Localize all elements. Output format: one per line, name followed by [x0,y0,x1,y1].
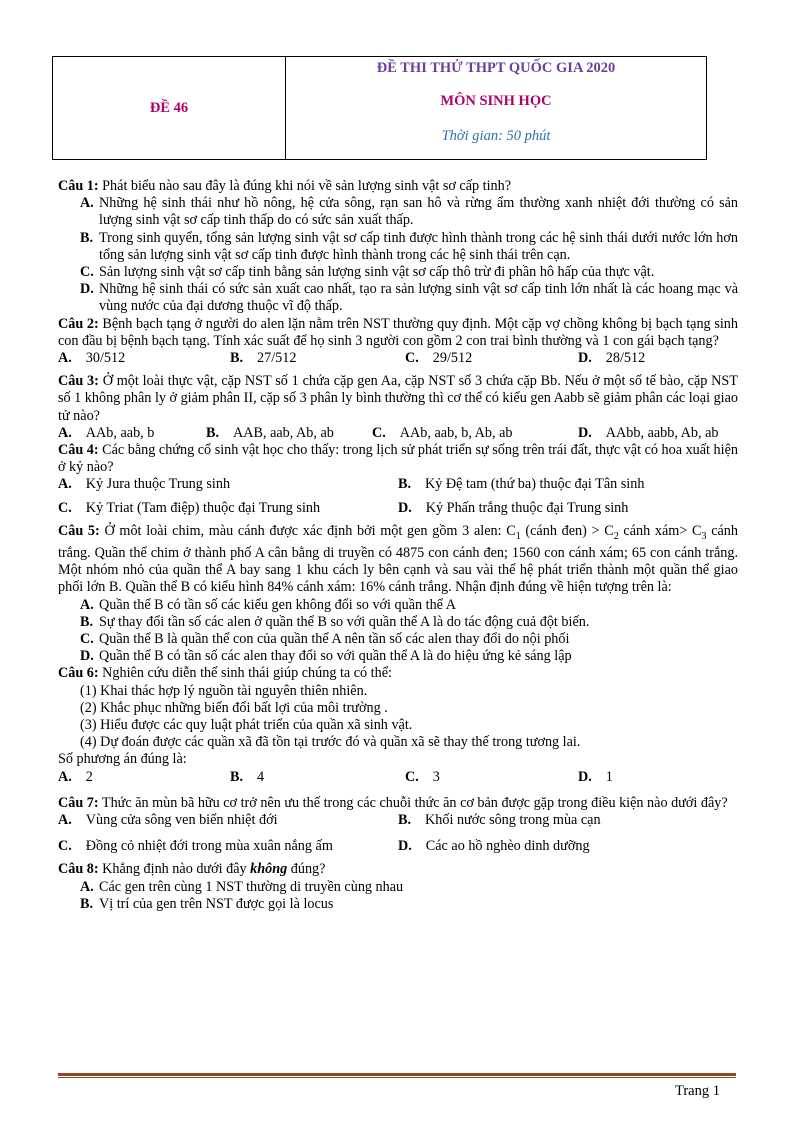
q2-options [58,350,738,367]
question-5: Câu 5: Ở môt loài chim, màu cánh được xác định bởi một gen gồm 3 alen: $C_1$ (cánh đen) > $C_2$ cánh xám> $C_3$ cánh trắng. Quần thể chim ở thành phố A cân bằng di truyền có 4875 con cánh đen; 1560 con cánh xám; 65 con cánh trắng. Một nhóm nhỏ của quần thể A bay sang 1 khu cách ly bên cạnh và sau vài thế hệ phát triển thành một quần thể giao phối lớn B. Quần thể B có kiểu hình 84% cánh xám: 16% cánh trắng. Nhận định đúng về hiện tượng trên là: [58,522,738,596]
q7-option-d: D. Các ao hồ nghèo dinh dưỡng [398,838,590,855]
q7-option-a: A. Vùng cửa sông ven biển nhiệt đới [58,811,278,828]
exam-content [58,178,738,913]
q6-option-b: B. 4 [230,768,265,785]
q2-option-a: A. 30/512 [58,350,126,367]
q7-options-row-1 [58,812,738,829]
q6-options [58,769,738,786]
q3-option-d: D. AAbb, aabb, Ab, ab [578,424,719,441]
q1-option-c: C. Sản lượng sinh vật sơ cấp tinh bằng sản lượng sinh vật sơ cấp thô trừ đi phần hô hấp của thực vật. [80,264,655,281]
page-number: Trang 1 [675,1083,720,1099]
q1-option-a: A. Những hệ sinh thái như hồ nông, hệ cửa sông, rạn san hô và rừng ẩm thường xanh nhiệt đới thường có sản lượng sinh vật sơ cấp tinh thấp do có sức sản xuất thấp. [80,195,738,229]
exam-code: ĐỀ 46 [53,57,286,159]
q2-option-d: D. 28/512 [578,350,646,367]
footer-divider-thin [58,1077,736,1078]
q6-item-3: (3) Hiểu được các quy luật phát triển của quần xã sinh vật. [80,716,413,733]
q8-option-a: A. Các gen trên cùng 1 NST thường di truyền cùng nhau [80,878,404,895]
q4-option-a: A. Kỷ Jura thuộc Trung sinh [58,476,231,493]
q5-option-b: B. Sự thay đổi tần số các alen ở quần thể B so với quần thể A là do tác động cuả đột biến. [80,613,590,630]
q5-option-c: C. Quần thể B là quần thể con của quần thể A nên tần số các alen thay đổi do nội phối [80,630,570,647]
exam-title: ĐỀ THI THỬ THPT QUỐC GIA 2020 [376,60,616,76]
question-7: Câu 7: Thức ăn mùn bã hữu cơ trở nên ưu thế trong các chuỗi thức ăn cơ bản được gặp trong điều kiện nào dưới đây? [58,794,728,811]
q5-option-a: A. Quần thể B có tần số các kiểu gen không đổi so với quần thể A [80,596,456,613]
question-6: Câu 6: Nghiên cứu diễn thế sinh thái giúp chúng ta có thể: [58,665,392,682]
q6-tail: Số phương án đúng là: [58,751,187,768]
question-2: Câu 2: Bệnh bạch tạng ở người do alen lặn nằm trên NST thường quy định. Một cặp vợ chồng không bị bạch tạng sinh con đầu bị bệnh bạch tạng. Tính xác suất để họ sinh 3 người con gồm 2 con trai bình thường và 1 con gái bạch tạng? [58,315,738,349]
q4-options-row-1 [58,476,738,493]
q2-option-c: C. 29/512 [405,350,473,367]
question-4: Câu 4: Các bằng chứng cổ sinh vật học cho thấy: trong lịch sử phát triển sự sống trên trái đất, thực vật có hoa xuất hiện ở kỷ nào? [58,442,738,476]
q6-item-1: (1) Khai thác hợp lý nguồn tài nguyên thiên nhiên. [80,682,368,699]
q6-option-a: A. 2 [58,768,93,785]
q3-options [58,425,738,442]
q4-option-d: D. Kỷ Phấn trắng thuộc đại Trung sinh [398,499,629,516]
q4-option-b: B. Kỷ Đệ tam (thứ ba) thuộc đại Tân sinh [398,476,645,493]
q3-option-c: C. AAb, aab, b, Ab, ab [372,424,513,441]
q5-option-d: D. Quần thể B có tần số các alen thay đổi so với quần thể A là do hiệu ứng kẻ sáng lập [80,648,572,665]
q7-option-c: C. Đồng cỏ nhiệt đới trong mùa xuân nắng ấm [58,838,333,855]
exam-header-table [52,56,707,160]
q3-option-b: B. AAB, aab, Ab, ab [206,424,334,441]
q6-item-2: (2) Khắc phục những biến đổi bất lợi của môi trường . [80,699,388,716]
q1-option-b: B. Trong sinh quyển, tổng sản lượng sinh vật sơ cấp tinh được hình thành trong các hệ sinh thái dưới nước lớn hơn tổng sản lượng sinh vật sơ cấp tinh được hình thành trong các hệ sinh thái trên cạn. [80,229,738,263]
question-3: Câu 3: Ở một loài thực vật, cặp NST số 1 chứa cặp gen Aa, cặp NST số 3 chứa cặp Bb. Nếu ở một số tế bào, cặp NST số 1 không phân ly ở giảm phân II, cặp số 3 phân ly bình thường thì cơ thể có kiểu gen Aabb sẽ giảm phân các loại giao tử nào? [58,373,738,424]
q6-item-4: (4) Dự đoán được các quần xã đã tồn tại trước đó và quần xã sẽ thay thế trong tương lai. [80,734,581,751]
q2-option-b: B. 27/512 [230,350,297,367]
question-1: Câu 1: Phát biểu nào sau đây là đúng khi nói về sản lượng sinh vật sơ cấp tinh? [58,178,511,194]
q6-option-d: D. 1 [578,768,613,785]
emphasis-khong: không [250,861,288,878]
q7-options-row-2 [58,838,738,855]
q3-option-a: A. AAb, aab, b [58,424,155,441]
exam-subject: MÔN SINH HỌC [440,93,552,109]
question-8: Câu 8: Khẳng định nào dưới đây không đúng? [58,861,326,878]
q4-options-row-2 [58,500,738,517]
q1-option-d: D. Những hệ sinh thái có sức sản xuất cao nhất, tạo ra sản lượng sinh vật sơ cấp tinh lớn nhất là các hoang mạc và vùng nước của đại dương thuộc vĩ độ thấp. [80,281,738,315]
footer-divider-thick [58,1073,736,1076]
q6-option-c: C. 3 [405,768,440,785]
q4-option-c: C. Kỷ Triat (Tam điệp) thuộc đại Trung sinh [58,499,321,516]
exam-time: Thời gian: 50 phút [441,128,551,144]
exam-info [286,57,706,159]
q8-option-b: B. Vị trí của gen trên NST được gọi là locus [80,895,334,912]
q7-option-b: B. Khối nước sông trong mùa cạn [398,811,601,828]
